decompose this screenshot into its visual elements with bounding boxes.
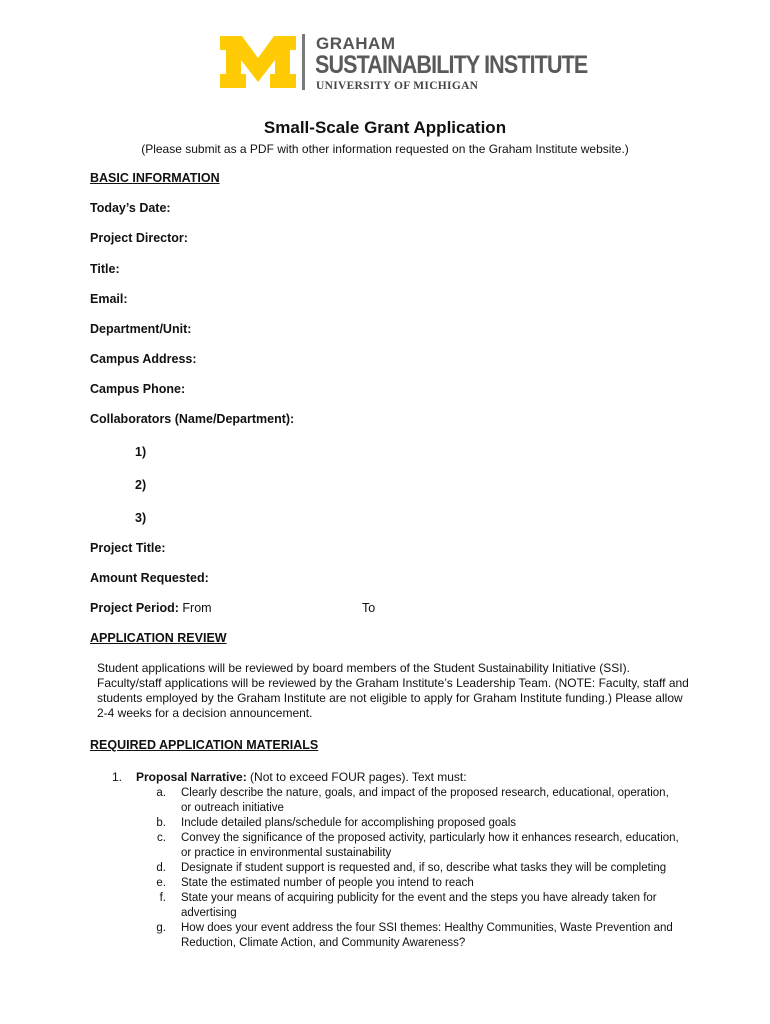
subitem-letter: d. [156, 862, 166, 874]
proposal-narrative-item [136, 770, 467, 784]
logo-divider [302, 34, 305, 90]
collaborator-2-label: 2) [135, 478, 147, 492]
logo-line-university: UNIVERSITY OF MICHIGAN [316, 80, 479, 92]
subitem-line: Include detailed plans/schedule for accomplishing proposed goals [181, 817, 516, 829]
collaborators-field-label: Collaborators (Name/Department): [90, 412, 295, 426]
page-subtitle: (Please submit as a PDF with other information requested on the Graham Institute website.) [141, 142, 629, 156]
subitem-line: advertising [181, 907, 237, 919]
review-line: students employed by the Graham Institute are not eligible to apply for Graham Institute funding.) Please allow [97, 691, 683, 705]
period-to-label: To [362, 601, 376, 615]
review-line: 2-4 weeks for a decision announcement. [97, 706, 313, 720]
subitem-line: How does your event address the four SSI themes: Healthy Communities, Waste Prevention and [181, 922, 673, 934]
review-heading: APPLICATION REVIEW [90, 631, 227, 645]
subitem-letter: b. [156, 817, 166, 829]
item-label: Proposal Narrative: [136, 770, 247, 784]
subitem-line: or outreach initiative [181, 802, 284, 814]
subitem-line: Designate if student support is requested and, if so, describe what tasks they will be completing [181, 862, 667, 874]
subitem-line: State your means of acquiring publicity for the event and the steps you have already taken for [181, 892, 657, 904]
basic-info-heading: BASIC INFORMATION [90, 171, 220, 185]
address-field-label: Campus Address: [90, 352, 197, 366]
review-line: Student applications will be reviewed by board members of the Student Sustainability Initiative (SSI). [97, 661, 630, 675]
email-field-label: Email: [90, 292, 128, 306]
project-title-field-label: Project Title: [90, 541, 166, 555]
subitem-line: State the estimated number of people you intend to reach [181, 877, 474, 889]
logo-line-graham: GRAHAM [316, 34, 396, 53]
department-field-label: Department/Unit: [90, 322, 192, 336]
collaborator-3-label: 3) [135, 511, 147, 525]
page-title: Small-Scale Grant Application [263, 118, 507, 137]
review-paragraph [97, 661, 697, 721]
subitem-letter: f. [159, 892, 166, 904]
subitem-letter: a. [156, 787, 166, 799]
subitem-letter: c. [157, 832, 166, 844]
logo-line-institute: SUSTAINABILITY INSTITUTE [315, 51, 588, 79]
subitem-line: Convey the significance of the proposed activity, particularly how it enhances research, education, [181, 832, 679, 844]
review-line: Faculty/staff applications will be reviewed by the Graham Institute’s Leadership Team. (NOTE: Faculty, staff and [97, 676, 689, 690]
block-m-icon [220, 36, 296, 88]
period-field-label [90, 601, 212, 615]
subitem-line: Reduction, Climate Action, and Community Awareness? [181, 937, 466, 949]
subitem-line: Clearly describe the nature, goals, and impact of the proposed research, educational, operation, [181, 787, 669, 799]
item-note: (Not to exceed FOUR pages). Text must: [246, 770, 467, 784]
period-label: Project Period: [90, 601, 179, 615]
subitem-letter: e. [156, 877, 166, 889]
collaborator-1-label: 1) [135, 445, 147, 459]
phone-field-label: Campus Phone: [90, 382, 186, 396]
director-field-label: Project Director: [90, 231, 188, 245]
materials-heading: REQUIRED APPLICATION MATERIALS [90, 738, 319, 752]
title-field-label: Title: [90, 262, 120, 276]
item-number: 1. [112, 770, 123, 784]
period-from-label: From [182, 601, 212, 615]
subitem-letter: g. [156, 922, 166, 934]
subitem-line: or practice in environmental sustainability [181, 847, 392, 859]
date-field-label: Today’s Date: [90, 201, 171, 215]
amount-field-label: Amount Requested: [90, 571, 209, 585]
